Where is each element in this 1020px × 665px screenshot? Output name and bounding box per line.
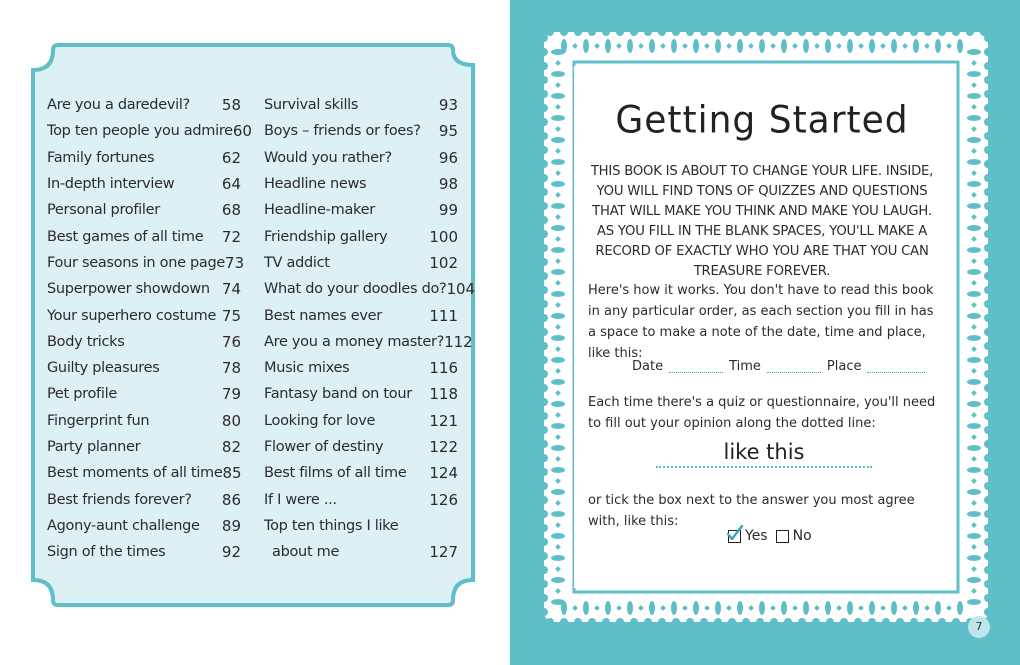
contents-entry-page: 89 xyxy=(221,516,241,535)
contents-entry xyxy=(47,539,241,565)
contents-entry-title: Are you a daredevil? xyxy=(47,97,190,114)
contents-entry xyxy=(264,92,458,118)
contents-entry xyxy=(47,302,241,328)
contents-entry-title: Flower of destiny xyxy=(264,439,384,455)
contents-entry-page: 68 xyxy=(221,201,241,220)
contents-entry xyxy=(47,381,241,407)
contents-entry-title: Are you a money master? xyxy=(264,333,445,350)
yes-no-example xyxy=(728,528,812,544)
date-label: Date xyxy=(632,359,664,374)
contents-entry-page: 82 xyxy=(221,438,241,456)
contents-entry-title: Friendship gallery xyxy=(264,228,388,245)
contents-entry xyxy=(47,329,241,355)
no-checkbox[interactable] xyxy=(776,530,789,543)
date-field[interactable] xyxy=(669,359,723,373)
contents-entry-title: about me xyxy=(272,544,340,561)
contents-entry-title: Party planner xyxy=(47,439,141,455)
contents-entry-title: Four seasons in one page xyxy=(47,254,226,271)
date-time-place-row xyxy=(632,359,925,374)
contents-panel xyxy=(30,42,476,608)
contents-entry-page: 102 xyxy=(429,253,458,272)
contents-entry-title: Top ten people you admire xyxy=(47,123,233,140)
yes-checkbox[interactable] xyxy=(728,530,741,543)
time-label: Time xyxy=(729,359,761,374)
contents-entry-title: Your superhero costume xyxy=(47,307,217,324)
contents-entry-page: 73 xyxy=(225,253,245,272)
contents-entry-page: 58 xyxy=(221,96,241,115)
contents-entry-title: Best games of all time xyxy=(47,228,204,245)
contents-entry-page: 74 xyxy=(221,280,241,299)
yes-label: Yes xyxy=(745,528,768,544)
example-answer-line: like this xyxy=(656,440,872,468)
contents-entry-title: Would you rather? xyxy=(264,149,392,166)
contents-entry-title: Pet profile xyxy=(47,386,117,403)
tick-icon xyxy=(726,524,744,542)
contents-entry-title: Personal profiler xyxy=(47,202,160,219)
contents-entry xyxy=(47,434,241,460)
contents-entry-page: 127 xyxy=(429,543,458,562)
contents-entry xyxy=(47,355,241,381)
contents-entry xyxy=(47,118,252,144)
contents-entry xyxy=(47,171,241,197)
contents-entry-title: Top ten things I like xyxy=(264,517,399,534)
contents-entry-page: 62 xyxy=(221,148,241,167)
how-it-works-text: Here's how it works. You don't have to read this book in any particular order, as each section you fill in has a space to make a note of the date, time and place, like this: xyxy=(588,283,934,361)
contents-entry-page: 80 xyxy=(221,411,241,430)
contents-entry-page: 121 xyxy=(429,411,458,430)
contents-entry-page: 98 xyxy=(438,175,458,194)
contents-entry xyxy=(264,171,458,197)
contents-entry-page: 124 xyxy=(429,464,458,483)
contents-entry-title: Survival skills xyxy=(264,97,359,114)
contents-entry xyxy=(264,539,458,565)
contents-entry-title: Best films of all time xyxy=(264,465,407,482)
contents-entry-title: Body tricks xyxy=(47,333,125,350)
contents-entry-title: Best moments of all time xyxy=(47,465,223,482)
contents-entry xyxy=(264,460,458,486)
contents-entry-page: 93 xyxy=(438,96,458,115)
contents-entry-page: 72 xyxy=(221,227,241,246)
contents-entry-page: 111 xyxy=(429,306,458,325)
contents-entry-page: 112 xyxy=(444,332,473,351)
contents-entry xyxy=(264,302,458,328)
place-label: Place xyxy=(826,359,862,374)
contents-entry-page: 104 xyxy=(446,280,476,299)
contents-entry xyxy=(264,118,458,144)
contents-entry-page: 96 xyxy=(438,148,458,167)
contents-entry-title: Superpower showdown xyxy=(47,281,210,298)
contents-entry-title: Sign of the times xyxy=(47,544,166,561)
contents-entry xyxy=(264,250,458,276)
tick-box-text: or tick the box next to the answer you most agree with, like this: xyxy=(588,493,915,529)
dotted-line-text: Each time there's a quiz or questionnaire, you'll need to fill out your opinion along the dotted line: xyxy=(588,395,936,431)
contents-entry xyxy=(47,513,241,539)
contents-entry-page: 118 xyxy=(429,385,458,404)
contents-entry-title: Headline news xyxy=(264,176,367,193)
contents-entry xyxy=(264,197,458,223)
contents-entry-page: 76 xyxy=(221,332,241,351)
contents-entry-title: Guilty pleasures xyxy=(47,360,160,377)
intro-text: THIS BOOK IS ABOUT TO CHANGE YOUR LIFE. INSIDE, YOU WILL FIND TONS OF QUIZZES AND QUESTIONS THAT WILL MAKE YOU THINK AND MAKE YOU LAUGH. AS YOU FILL IN THE BLANK SPACES, YOU'LL MAKE A RECORD OF EXACTLY WHO YOU ARE THAT YOU CAN TREASURE FOREVER. xyxy=(590,164,934,279)
contents-entry-title: Agony-aunt challenge xyxy=(47,517,200,534)
contents-entry-page: 95 xyxy=(438,122,458,141)
contents-entry-page: 78 xyxy=(221,359,241,378)
contents-entry xyxy=(264,223,458,249)
contents-entry-page: 60 xyxy=(232,122,252,141)
contents-entry xyxy=(264,381,458,407)
contents-entry xyxy=(264,145,458,171)
contents-entry-title: TV addict xyxy=(264,254,330,271)
contents-entry-title: In-depth interview xyxy=(47,176,175,193)
contents-entry-title: What do your doodles do? xyxy=(264,281,447,298)
contents-entry xyxy=(47,486,241,512)
contents-entry xyxy=(47,460,241,486)
contents-entry-page: 122 xyxy=(429,438,458,456)
contents-entry xyxy=(47,223,241,249)
contents-entry-page: 92 xyxy=(221,543,241,562)
contents-entry-title: If I were ... xyxy=(264,491,337,508)
contents-entry-title: Best names ever xyxy=(264,307,382,324)
getting-started-box xyxy=(574,66,950,588)
contents-entry xyxy=(47,408,241,434)
contents-entry-title: Boys – friends or foes? xyxy=(264,123,421,140)
contents-entry xyxy=(47,197,241,223)
contents-entry-page: 126 xyxy=(429,490,458,509)
contents-entry xyxy=(264,276,476,302)
time-field[interactable] xyxy=(767,359,821,373)
contents-entry xyxy=(264,408,458,434)
contents-entry xyxy=(47,145,241,171)
place-field[interactable] xyxy=(867,359,925,373)
contents-entry-page: 85 xyxy=(222,464,242,483)
contents-entry-page: 79 xyxy=(221,385,241,404)
contents-entry xyxy=(264,486,458,512)
contents-entry xyxy=(47,92,241,118)
contents-column-right xyxy=(264,92,476,565)
contents-entry-page: 86 xyxy=(221,490,241,509)
contents-entry xyxy=(47,276,241,302)
contents-entry xyxy=(264,513,458,539)
contents-entry xyxy=(264,355,458,381)
page-number: 7 xyxy=(968,616,990,638)
no-label: No xyxy=(792,528,812,544)
contents-entry-title: Family fortunes xyxy=(47,149,155,166)
contents-entry xyxy=(264,434,458,460)
contents-entry-title: Best friends forever? xyxy=(47,491,192,508)
contents-entry xyxy=(47,250,245,276)
contents-entry-page: 75 xyxy=(221,306,241,325)
contents-entry-title: Music mixes xyxy=(264,360,350,377)
contents-entry-title: Fantasy band on tour xyxy=(264,386,412,403)
contents-entry-page: 99 xyxy=(438,201,458,220)
contents-entry-title: Looking for love xyxy=(264,412,376,429)
contents-entry-title: Headline-maker xyxy=(264,202,375,219)
contents-entry-page: 64 xyxy=(221,175,241,194)
contents-entry-title: Fingerprint fun xyxy=(47,412,150,429)
contents-entry-page: 100 xyxy=(429,227,458,246)
page-title: Getting Started xyxy=(615,98,909,143)
contents-entry-page: 116 xyxy=(429,359,458,378)
contents-entry xyxy=(264,329,473,355)
contents-column-left xyxy=(47,92,252,565)
